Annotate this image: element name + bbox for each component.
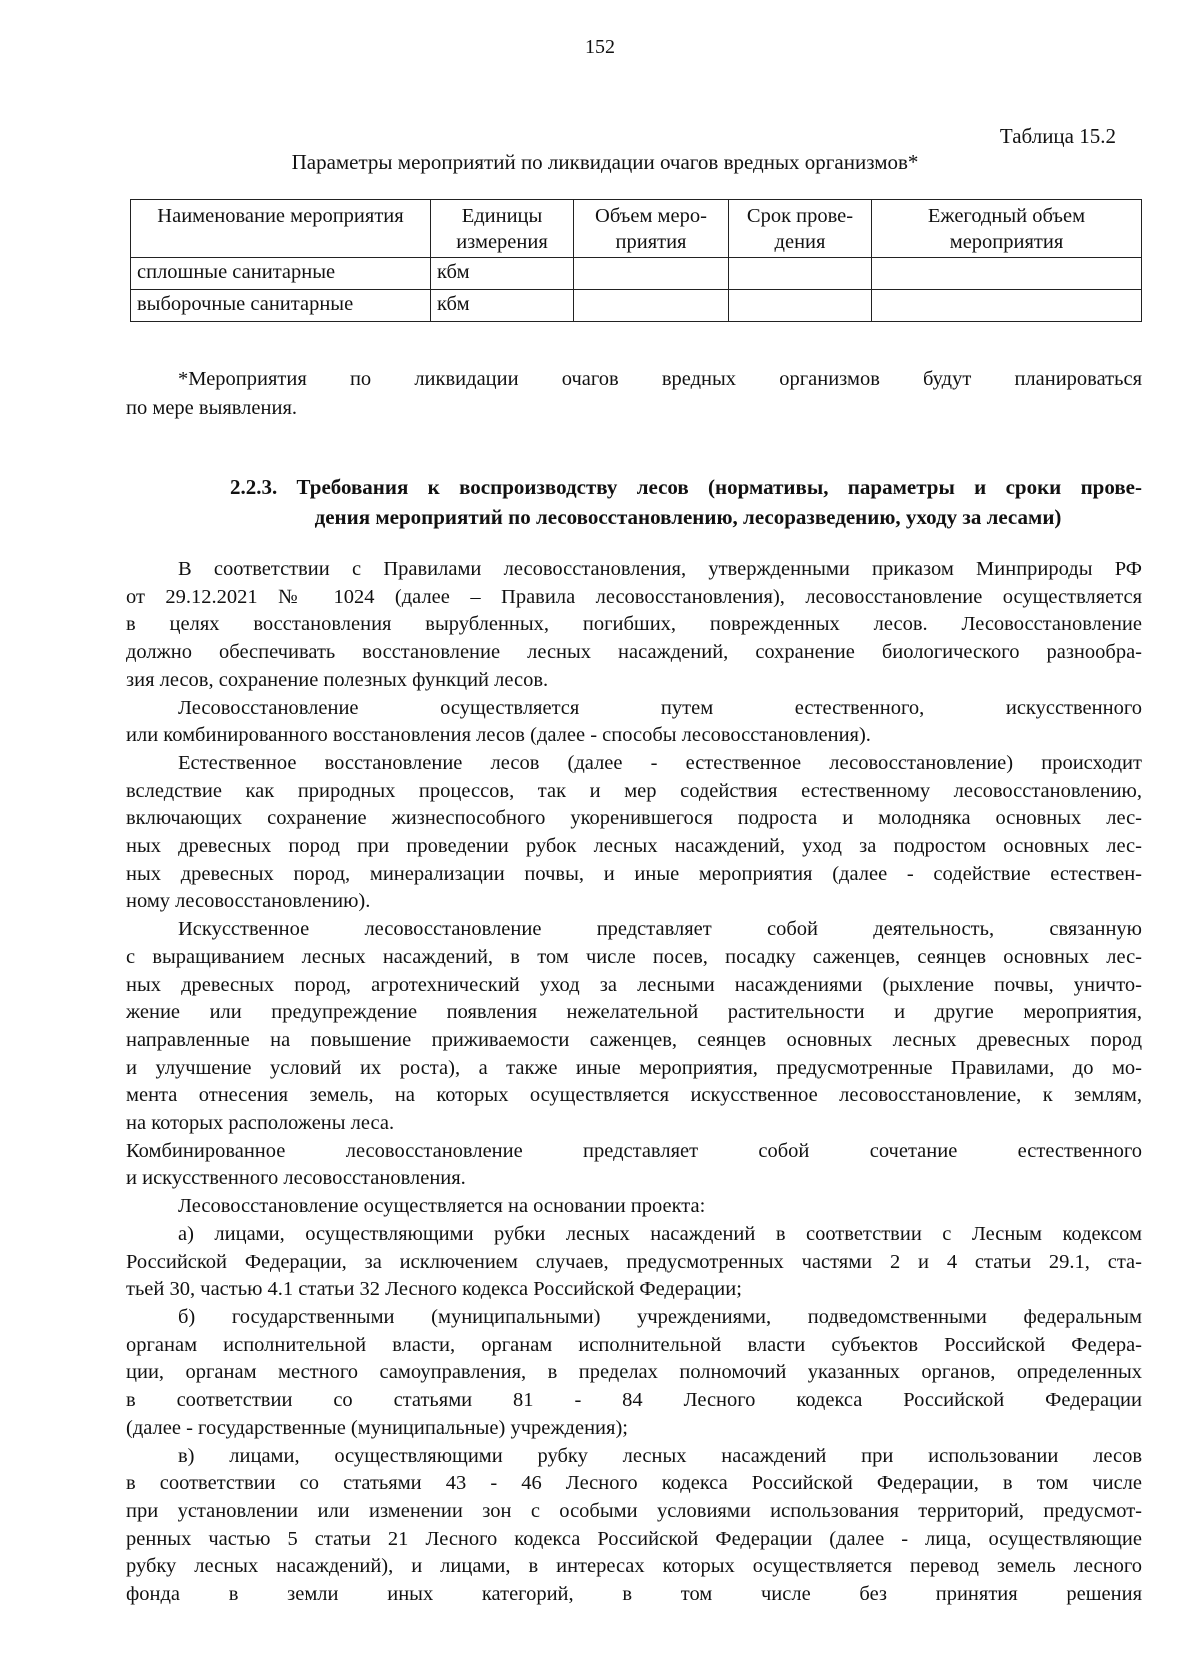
text-line: с выращиванием лесных насаждений, в том числе посев, посадку саженцев, сеянцев основных лес- (126, 945, 1142, 968)
text-line: Искусственное лесовосстановление представляет собой деятельность, связанную (178, 918, 1142, 941)
body-text (126, 556, 1142, 1609)
section-heading (230, 472, 1142, 532)
table-cell (729, 258, 872, 290)
text-line: органам исполнительной власти, органам исполнительной власти субъектов Российской Федера- (126, 1333, 1142, 1356)
header-text: измерения (456, 231, 548, 253)
header-cell-volume (574, 200, 729, 258)
header-text: приятия (615, 231, 687, 253)
text-line: жение или предупреждение появления нежелательной растительности и другие мероприятия, (126, 1001, 1142, 1024)
paragraph (126, 750, 1142, 916)
header-cell-timing (729, 200, 872, 258)
table-row (131, 290, 1142, 322)
header-text: Срок прове- (746, 205, 854, 227)
paragraph (126, 1221, 1142, 1304)
text-line: вследствие как природных процессов, так и мер содействия естественному лесовосстановлению, (126, 779, 1142, 802)
text-line: или комбинированного восстановления лесов (далее - способы лесовосстановления). (126, 724, 871, 747)
header-text: Ежегодный объем (927, 205, 1086, 227)
paragraph (126, 1443, 1142, 1609)
text-line: при установлении или изменении зон с особыми условиями использования территорий, предусмот- (126, 1499, 1142, 1522)
text-line: ному лесовосстановлению). (126, 890, 371, 913)
text-line: В соответствии с Правилами лесовосстановления, утвержденными приказом Минприроды РФ (178, 558, 1142, 580)
paragraph (126, 1193, 1142, 1221)
paragraph (126, 695, 1142, 750)
section-heading-line: 2.2.3. Требования к воспроизводству лесов (нормативы, параметры и сроки прове- (230, 475, 1142, 499)
paragraph (126, 1304, 1142, 1443)
text-line: в соответствии со статьями 43 - 46 Лесного кодекса Российской Федерации, в том числе (126, 1472, 1142, 1495)
header-text: дения (774, 231, 826, 253)
text-line: Комбинированное лесовосстановление представляет собой сочетание естественного (126, 1139, 1142, 1162)
text-line: включающих сохранение жизнеспособного укоренившегося подроста и молодняка основных лес- (126, 807, 1142, 830)
text-line: фонда в земли иных категорий, в том числе без принятия решения (126, 1583, 1142, 1606)
header-cell-name (131, 200, 431, 258)
text-line: зия лесов, сохранение полезных функций лесов. (126, 668, 549, 691)
text-line: ных древесных пород, агротехнический уход за лесными насаждениями (рыхление почвы, уничто- (126, 973, 1142, 996)
text-line: направленные на повышение приживаемости саженцев, сеянцев основных лесных древесных пород (126, 1028, 1142, 1051)
text-line: ции, органам местного самоуправления, в пределах полномочий указанных органов, определенных (126, 1361, 1142, 1384)
page-number: 152 (585, 36, 615, 58)
text-line: б) государственными (муниципальными) учреждениями, подведомственными федеральным (178, 1305, 1142, 1328)
table-label: Таблица 15.2 (999, 124, 1116, 148)
paragraph (126, 916, 1142, 1138)
text-line: и улучшение условий их роста), а также иные мероприятия, предусмотренные Правилами, до мо- (126, 1056, 1142, 1079)
text-line: Лесовосстановление осуществляется путем естественного, искусственного (178, 696, 1142, 719)
header-cell-units (431, 200, 574, 258)
text-line: рубку лесных насаждений), и лицами, в интересах которых осуществляется перевод земель лесного (126, 1555, 1142, 1578)
table-cell: кбм (431, 290, 574, 322)
header-text: Объем меро- (595, 205, 707, 227)
text-line: Российской Федерации, за исключением случаев, предусмотренных частями 2 и 4 статьи 29.1, ста- (126, 1250, 1142, 1273)
text-line: (далее - государственные (муниципальные) учреждения); (126, 1416, 628, 1439)
table-cell (574, 258, 729, 290)
text-line: ных древесных пород, минерализации почвы, и иные мероприятия (далее - содействие естествен- (126, 862, 1142, 885)
text-line: и искусственного лесовосстановления. (126, 1167, 466, 1190)
table-row (131, 258, 1142, 290)
text-line: в соответствии со статьями 81 - 84 Лесного кодекса Российской Федерации (126, 1389, 1142, 1412)
table-header (131, 200, 1142, 258)
table-cell (729, 290, 872, 322)
text-line: Лесовосстановление осуществляется на основании проекта: (178, 1195, 706, 1218)
paragraph (126, 1138, 1142, 1193)
footnote-line: по мере выявления. (126, 397, 298, 419)
text-line: ренных частью 5 статьи 21 Лесного кодекса Российской Федерации (далее - лица, осуществляющие (126, 1527, 1142, 1550)
table-cell: выборочные санитарные (131, 290, 431, 322)
header-text: мероприятия (949, 231, 1064, 253)
table-cell: кбм (431, 258, 574, 290)
table-cell (872, 290, 1142, 322)
header-cell-annual-volume (872, 200, 1142, 258)
header-text: Наименование мероприятия (157, 205, 404, 227)
text-line: а) лицами, осуществляющими рубки лесных насаждений в соответствии с Лесным кодексом (178, 1222, 1142, 1245)
table-footnote (126, 365, 1142, 423)
text-line: должно обеспечивать восстановление лесных насаждений, сохранение биологического разнообра- (126, 641, 1142, 664)
table-header-row (131, 200, 1142, 258)
footnote-line: *Мероприятия по ликвидации очагов вредных организмов будут планироваться (178, 368, 1142, 390)
text-line: Естественное восстановление лесов (далее - естественное лесовосстановление) происходит (178, 751, 1142, 774)
table-cell (574, 290, 729, 322)
text-line: мента отнесения земель, на которых осуществляется искусственное лесовосстановление, к землям, (126, 1084, 1142, 1107)
text-line: тьей 30, частью 4.1 статьи 32 Лесного кодекса Российской Федерации; (126, 1278, 742, 1301)
text-line: от 29.12.2021 № 1024 (далее – Правила лесовосстановления), лесовосстановление осуществляется (126, 585, 1142, 608)
section-heading-line: дения мероприятий по лесовосстановлению, лесоразведению, уходу за лесами) (314, 505, 1062, 529)
text-line: в целях восстановления вырубленных, погибших, поврежденных лесов. Лесовосстановление (126, 613, 1142, 636)
table-cell: сплошные санитарные (131, 258, 431, 290)
paragraph (126, 556, 1142, 695)
parameters-table (130, 199, 1142, 322)
text-line: в) лицами, осуществляющими рубку лесных насаждений при использовании лесов (178, 1444, 1142, 1467)
header-text: Единицы (461, 205, 543, 227)
table-title: Параметры мероприятий по ликвидации очагов вредных организмов* (291, 150, 919, 174)
table-cell (872, 258, 1142, 290)
text-line: на которых расположены леса. (126, 1112, 395, 1135)
text-line: ных древесных пород при проведении рубок лесных насаждений, уход за подростом основных лес- (126, 835, 1142, 858)
